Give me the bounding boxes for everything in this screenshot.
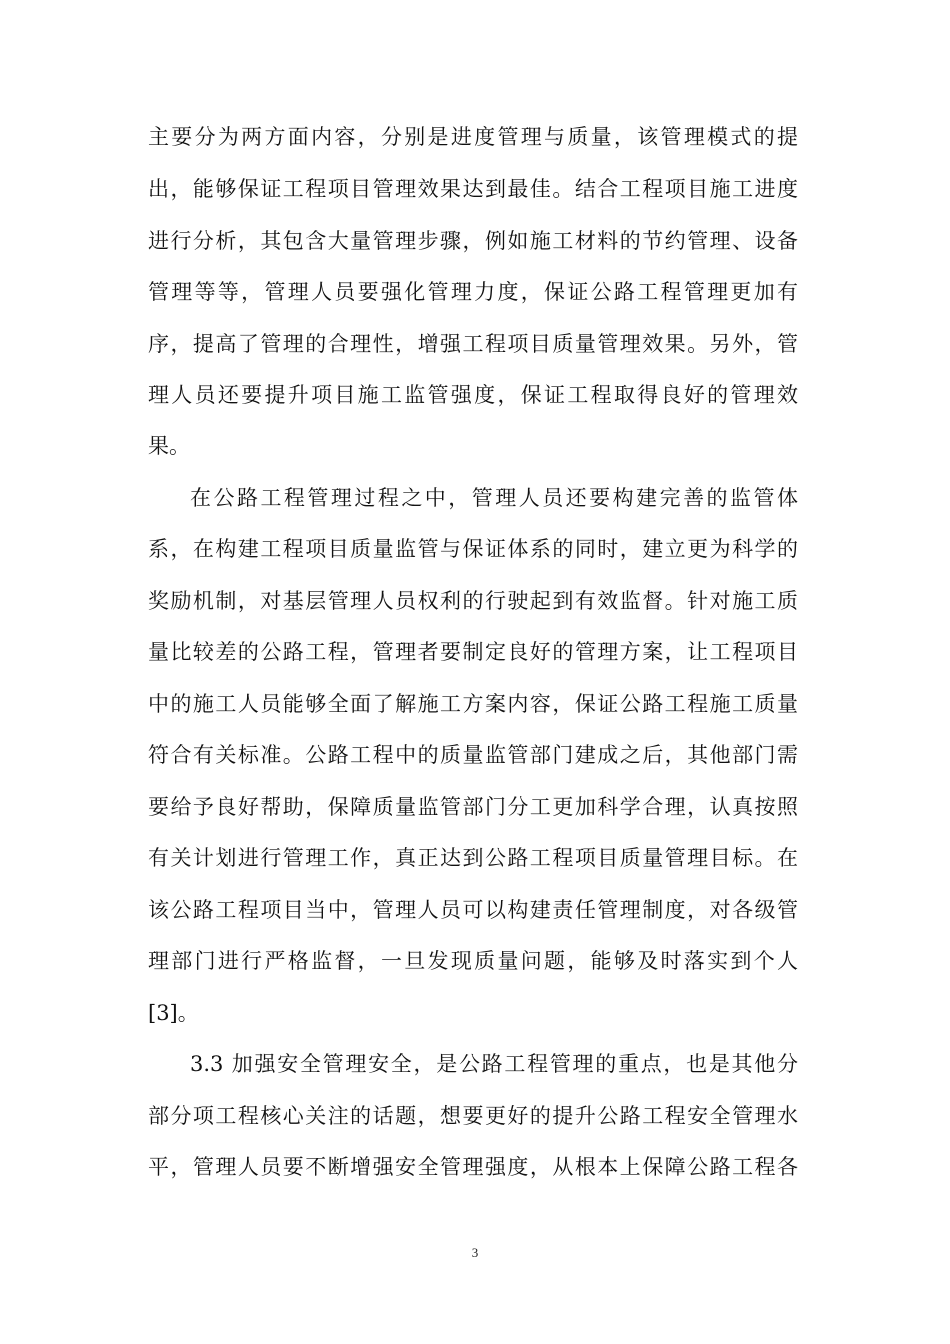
paragraph-2-line-1: 在公路工程管理过程之中，管理人员还要构建完善的监管体: [190, 486, 798, 510]
paragraph-2-line-2: 系，在构建工程项目质量监管与保证体系的同时，建立更为科学的: [148, 537, 798, 561]
paragraph-3-line-3: 平，管理人员要不断增强安全管理强度，从根本上保障公路工程各: [148, 1155, 798, 1179]
paragraph-1-line-4: 管理等等，管理人员要强化管理力度，保证公路工程管理更加有: [148, 280, 798, 304]
paragraph-1-line-6: 理人员还要提升项目施工监管强度，保证工程取得良好的管理效: [148, 383, 798, 407]
paragraph-2-line-5: 中的施工人员能够全面了解施工方案内容，保证公路工程施工质量: [148, 692, 798, 716]
paragraph-2-line-10: 理部门进行严格监督，一旦发现质量问题，能够及时落实到个人: [148, 949, 798, 973]
paragraph-1-line-2: 出，能够保证工程项目管理效果达到最佳。结合工程项目施工进度: [148, 177, 798, 201]
paragraph-2-line-4: 量比较差的公路工程，管理者要制定良好的管理方案，让工程项目: [148, 640, 798, 664]
paragraph-2-line-9: 该公路工程项目当中，管理人员可以构建责任管理制度，对各级管: [148, 898, 798, 922]
paragraph-2-line-6: 符合有关标准。公路工程中的质量监管部门建成之后，其他部门需: [148, 743, 798, 767]
paragraph-3-line-2: 部分项工程核心关注的话题，想要更好的提升公路工程安全管理水: [148, 1104, 798, 1128]
paragraph-2-line-7: 要给予良好帮助，保障质量监管部门分工更加科学合理，认真按照: [148, 795, 798, 819]
paragraph-2-line-3: 奖励机制，对基层管理人员权利的行驶起到有效监督。针对施工质: [148, 589, 798, 613]
page-number: 3: [471, 1245, 479, 1260]
paragraph-1-line-7: 果。: [148, 434, 190, 458]
paragraph-2-line-8: 有关计划进行管理工作，真正达到公路工程项目质量管理目标。在: [148, 846, 798, 870]
paragraph-2-line-11: [3]。: [148, 1001, 199, 1025]
paragraph-1-line-5: 序，提高了管理的合理性，增强工程项目质量管理效果。另外，管: [148, 332, 798, 356]
paragraph-1-line-3: 进行分析，其包含大量管理步骤，例如施工材料的节约管理、设备: [148, 229, 798, 253]
paragraph-1-line-1: 主要分为两方面内容，分别是进度管理与质量，该管理模式的提: [148, 125, 798, 149]
paragraph-3-line-1: 3.3 加强安全管理安全，是公路工程管理的重点，也是其他分: [190, 1052, 798, 1076]
